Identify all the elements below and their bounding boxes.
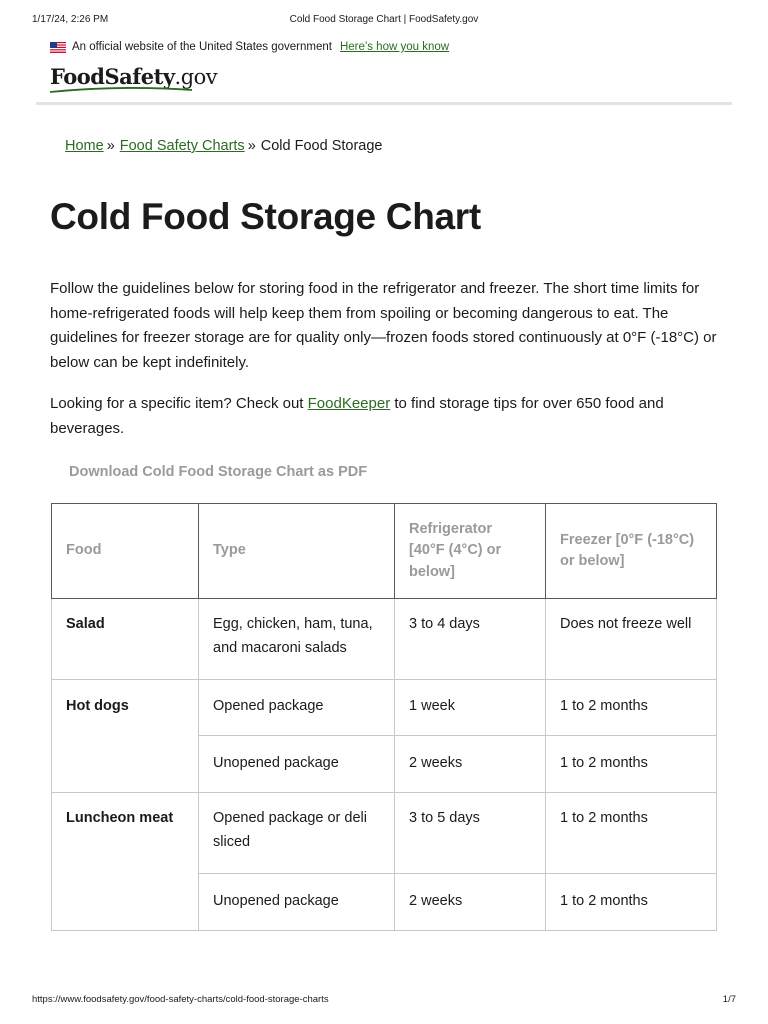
lookup-text-after: to find storage tips for over 650 food and beverages. [50, 395, 664, 437]
gov-banner-text: An official website of the United States government [72, 41, 332, 53]
refrigerator-cell: 2 weeks [395, 736, 546, 793]
food-cell: Hot dogs [52, 680, 199, 793]
breadcrumb-home-link[interactable]: Home [65, 138, 104, 154]
refrigerator-cell: 3 to 4 days [395, 599, 546, 680]
site-logo[interactable] [50, 64, 217, 94]
breadcrumb-separator: » [106, 138, 115, 154]
print-footer [32, 994, 736, 1008]
header-divider [36, 102, 732, 105]
page-title: Cold Food Storage Chart [50, 196, 481, 237]
refrigerator-cell: 1 week [395, 680, 546, 736]
print-page-title: Cold Food Storage Chart | FoodSafety.gov [289, 14, 479, 25]
freezer-cell: 1 to 2 months [546, 793, 717, 874]
type-cell: Opened package [199, 680, 395, 736]
download-pdf-link[interactable]: Download Cold Food Storage Chart as PDF [69, 464, 368, 480]
print-header [32, 14, 736, 30]
freezer-cell: 1 to 2 months [546, 736, 717, 793]
refrigerator-cell: 2 weeks [395, 874, 546, 931]
logo-tld: .gov [174, 65, 218, 89]
gov-banner [50, 38, 449, 56]
table-row [52, 793, 717, 874]
type-cell: Egg, chicken, ham, tuna, and macaroni salads [199, 599, 395, 680]
freezer-cell: 1 to 2 months [546, 680, 717, 736]
print-datetime: 1/17/24, 2:26 PM [32, 14, 109, 25]
foodkeeper-link[interactable]: FoodKeeper [307, 395, 391, 412]
breadcrumb-separator: » [247, 138, 256, 154]
type-cell: Unopened package [199, 736, 395, 793]
breadcrumb-current: Cold Food Storage [260, 138, 383, 154]
cold-storage-table [51, 503, 717, 931]
freezer-cell: 1 to 2 months [546, 874, 717, 931]
logo-name: FoodSafety [50, 64, 175, 89]
breadcrumb [65, 138, 382, 154]
us-flag-icon [50, 42, 66, 53]
table-header-row [52, 504, 717, 599]
type-cell: Unopened package [199, 874, 395, 931]
food-cell: Luncheon meat [52, 793, 199, 931]
column-header-freezer: Freezer [0°F (-18°C) or below] [546, 504, 717, 599]
swoosh-icon [50, 86, 192, 94]
lookup-text-before: Looking for a specific item? Check out [50, 395, 308, 412]
print-page-number: 1/7 [722, 994, 736, 1005]
table-row [52, 599, 717, 680]
column-header-type: Type [199, 504, 395, 599]
column-header-food: Food [52, 504, 199, 599]
heres-how-you-know-link[interactable]: Here’s how you know [339, 41, 450, 53]
print-url: https://www.foodsafety.gov/food-safety-charts/cold-food-storage-charts [32, 994, 329, 1005]
intro-paragraph: Follow the guidelines below for storing food in the refrigerator and freezer. The short time limits for home-refrigerated foods will help keep them from spoiling or becoming dangerous to eat. The guidelines for freezer storage are for quality only—frozen foods stored continuously at 0°F (-18°C) or below can be kept indefinitely. [50, 280, 717, 371]
freezer-cell: Does not freeze well [546, 599, 717, 680]
lookup-paragraph [50, 392, 710, 441]
breadcrumb-food-safety-charts-link[interactable]: Food Safety Charts [119, 138, 245, 154]
type-cell: Opened package or deli sliced [199, 793, 395, 874]
table-row [52, 680, 717, 736]
column-header-refrigerator: Refrigerator [40°F (4°C) or below] [395, 504, 546, 599]
food-cell: Salad [52, 599, 199, 680]
refrigerator-cell: 3 to 5 days [395, 793, 546, 874]
